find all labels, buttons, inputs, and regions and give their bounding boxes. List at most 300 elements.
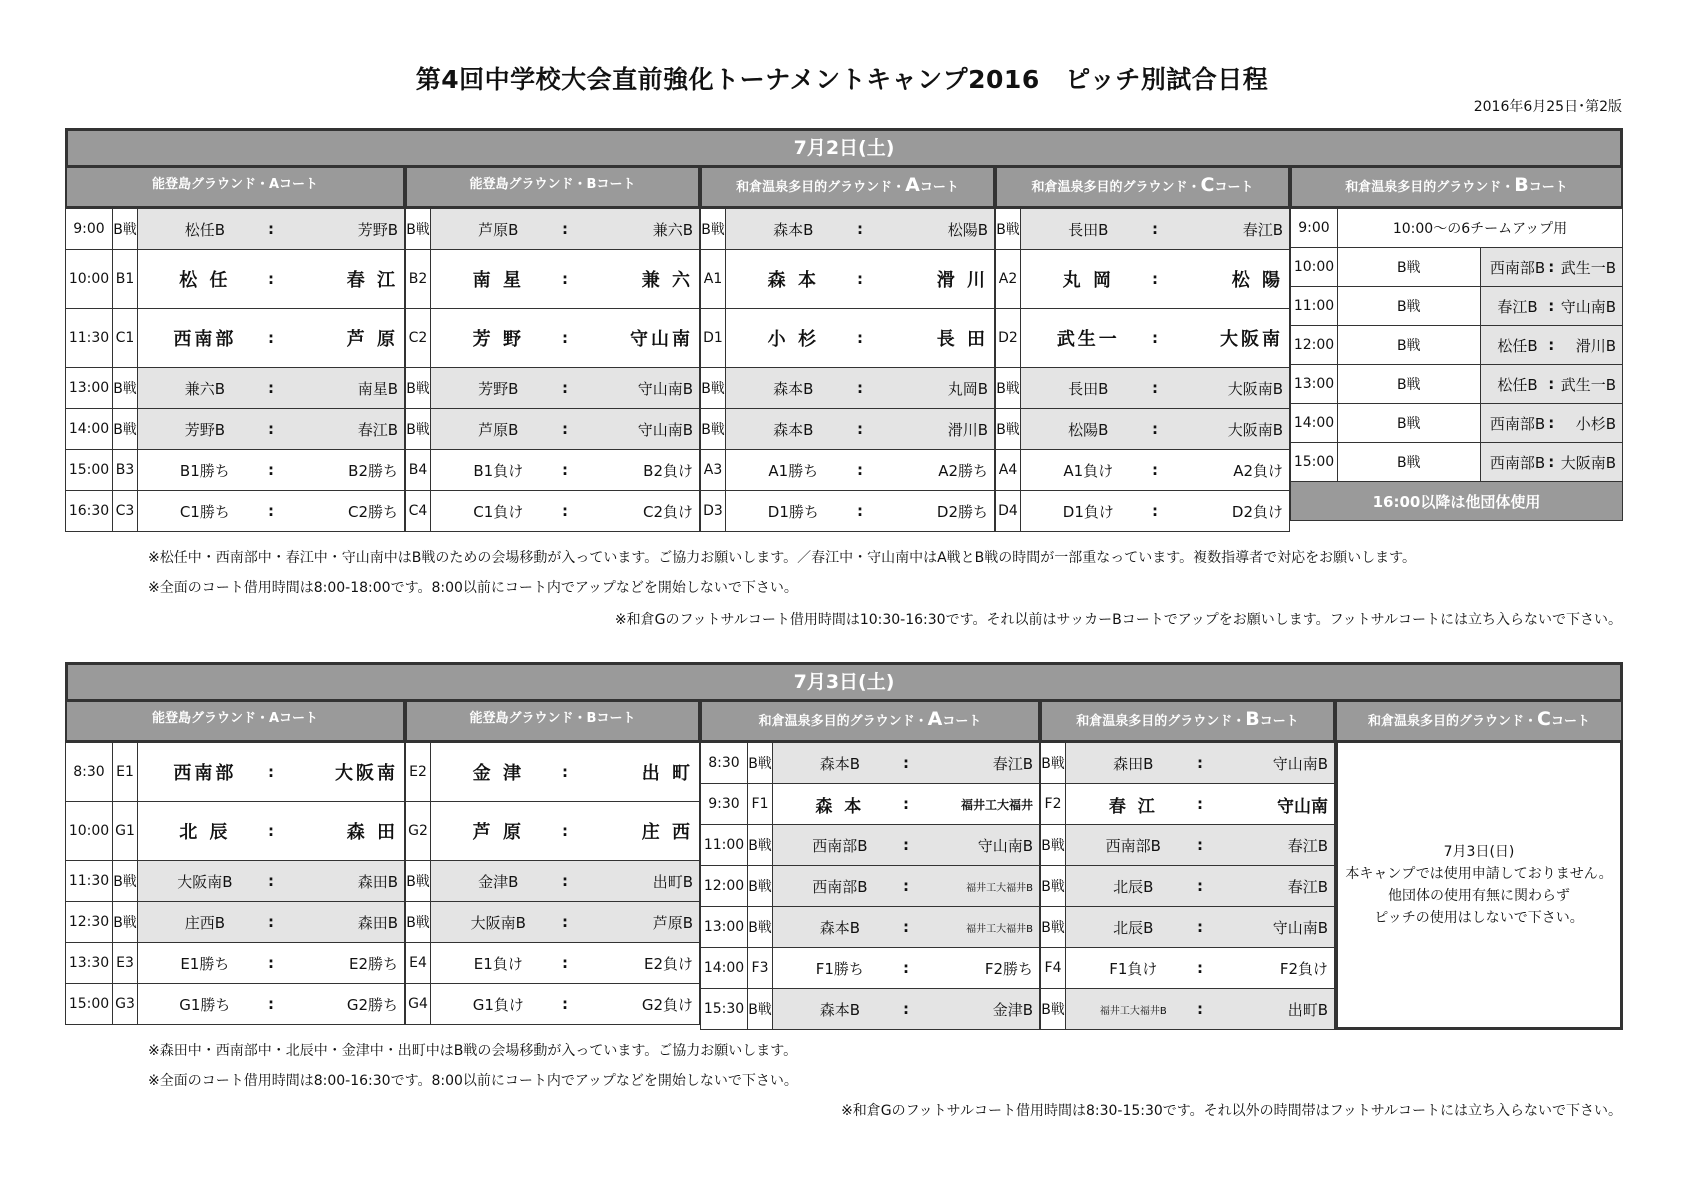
table-row [406,743,700,802]
match-cell [1480,248,1623,287]
vs-separator: : [903,836,909,854]
vs-separator: : [1152,461,1158,479]
vs-separator: : [903,877,909,895]
day1-note-1: ※松任中・西南部中・春江中・守山南中はB戦のための会場移動が入っています。ご協力お願いします。／春江中・守山南中はA戦とB戦の時間が一部重なっています。複数指導者で対応をお願いします。 [148,550,1417,566]
match-code: B戦 [701,368,726,409]
match-cell [1480,404,1623,443]
vs-separator: : [562,220,568,238]
match-code: G4 [406,984,431,1025]
day2-venue-headers [65,702,1623,742]
vs-separator: : [1548,414,1555,432]
day2-note-1: ※森田中・西南部中・北辰中・金津中・出町中はB戦の会場移動が入っています。ご協力お願いします。 [148,1043,798,1059]
version-label: 2016年6月25日･第2版 [1473,99,1622,115]
match-code: B戦 [406,368,431,409]
match-cell [138,309,405,368]
vs-separator: : [903,918,909,936]
match-cell [1021,409,1290,450]
away-team: 庄 西 [641,822,693,843]
time-cell: 10:00 [1291,248,1338,287]
time-cell: 14:00 [66,409,113,450]
match-cell [138,902,405,943]
match-cell [138,943,405,984]
vs-separator: : [268,461,274,479]
home-team: 森本B [773,220,814,239]
match-cell [773,825,1040,866]
home-team: B1負け [473,461,524,480]
home-team: 丸 岡 [1062,270,1114,291]
vs-separator: : [562,379,568,397]
match-code: C2 [406,309,431,368]
day2-court-wb-table [1040,742,1335,1030]
match-cell [138,491,405,532]
away-team: 福井工大福井 [960,797,1033,812]
match-cell [431,209,700,250]
vs-separator: : [903,754,909,772]
home-team: 西南部B [1105,836,1161,855]
table-row [406,409,700,450]
match-code: B1 [113,250,138,309]
table-row [66,409,405,450]
match-code: B戦 [1338,443,1481,482]
table-row [701,743,1040,784]
vs-separator: : [1152,420,1158,438]
match-code: B戦 [996,368,1021,409]
time-cell: 10:00 [66,802,113,861]
match-code: D1 [701,309,726,368]
vs-separator: : [268,913,274,931]
time-cell: 15:00 [66,450,113,491]
away-team: 松 陽 [1231,270,1283,291]
vs-separator: : [1197,795,1203,813]
match-code: B戦 [1041,743,1066,784]
match-code: B戦 [1338,326,1481,365]
table-row [701,309,995,368]
time-cell: 15:00 [66,984,113,1025]
away-team: E2負け [643,954,693,973]
match-code: B戦 [113,861,138,902]
match-code: A3 [701,450,726,491]
vs-separator: : [1197,1000,1203,1018]
vs-separator: : [857,220,863,238]
home-team: F1負け [1109,959,1158,978]
time-cell: 13:00 [701,907,748,948]
table-row [701,907,1040,948]
match-code: F4 [1041,948,1066,989]
match-cell [773,948,1040,989]
day2-venue-wa: 和倉温泉多目的グラウンド・Aコート [700,702,1040,742]
time-cell: 13:00 [66,368,113,409]
match-code: C4 [406,491,431,532]
match-code: B戦 [996,209,1021,250]
vs-separator: : [562,763,568,781]
table-row [701,409,995,450]
match-cell [431,409,700,450]
day2-wc-note-2: 本キャンプでは使用申請しておりません。 [1345,866,1613,882]
table-row [701,250,995,309]
away-team: 大阪南 [335,763,398,784]
vs-separator: : [1548,336,1555,354]
match-cell [773,866,1040,907]
vs-separator: : [1548,258,1555,276]
day1-venue-wa: 和倉温泉多目的グラウンド・Aコート [700,168,995,208]
away-team: 春江B [1242,220,1283,239]
vs-separator: : [268,220,274,238]
table-row [406,450,700,491]
vs-separator: : [562,913,568,931]
home-team: 北辰B [1113,918,1154,937]
away-team: 金津B [992,1000,1033,1019]
match-code: B戦 [996,409,1021,450]
away-team: 大阪南B [1560,453,1616,472]
day2-venue-wb: 和倉温泉多目的グラウンド・Bコート [1040,702,1335,742]
home-team: G1勝ち [179,995,231,1014]
home-team: 松任B [1497,375,1538,394]
away-team: 春江B [357,420,398,439]
home-team: 森本B [819,754,860,773]
vs-separator: : [268,763,274,781]
vs-separator: : [1152,379,1158,397]
vs-separator: : [857,502,863,520]
day2-wc-note-4: ピッチの使用はしないで下さい。 [1374,910,1584,926]
away-team: 出町B [652,872,693,891]
match-cell [431,984,700,1025]
vs-separator: : [562,822,568,840]
table-row [1041,825,1335,866]
away-team: 出 町 [641,763,693,784]
vs-separator: : [268,329,274,347]
match-cell [773,743,1040,784]
away-team: A2勝ち [938,461,988,480]
vs-separator: : [268,502,274,520]
match-code: B戦 [1041,866,1066,907]
table-row [996,309,1290,368]
home-team: 大阪南B [470,913,526,932]
away-team: 春江B [1287,836,1328,855]
table-row [406,861,700,902]
vs-separator: : [903,1000,909,1018]
day2-wc-note-1: 7月3日(日) [1443,844,1515,860]
match-code: B戦 [748,866,773,907]
home-team: 北辰B [1113,877,1154,896]
match-cell [138,861,405,902]
vs-separator: : [1152,270,1158,288]
away-team: 福井工大福井B [966,882,1033,894]
match-code: B戦 [406,209,431,250]
day2-court-a-table [65,742,405,1025]
home-team: F1勝ち [815,959,864,978]
vs-separator: : [1197,959,1203,977]
vs-separator: : [562,329,568,347]
home-team: 武生一 [1056,329,1120,350]
home-team: D1勝ち [767,502,819,521]
away-team: 守山南B [977,836,1033,855]
match-cell [431,802,700,861]
home-team: 小 杉 [767,329,819,350]
match-cell [1021,491,1290,532]
home-team: 芳 野 [472,329,524,350]
vs-separator: : [1197,754,1203,772]
home-team: 西南部B [812,836,868,855]
home-team: 春 江 [1108,796,1158,817]
match-code: G2 [406,802,431,861]
away-team: 芦 原 [346,329,398,350]
match-cell [431,368,700,409]
table-row [66,743,405,802]
home-team: 福井工大福井B [1099,1005,1167,1017]
home-team: B1勝ち [179,461,230,480]
table-row [66,902,405,943]
match-cell [1066,743,1335,784]
match-cell [1480,365,1623,404]
table-row [406,943,700,984]
time-cell: 8:30 [66,743,113,802]
match-code: B戦 [701,209,726,250]
match-code: B戦 [113,409,138,450]
away-team: 芦原B [652,913,693,932]
away-team: 春 江 [346,270,398,291]
table-row [406,802,700,861]
time-cell: 11:30 [66,861,113,902]
match-code: B2 [406,250,431,309]
match-code: B戦 [748,989,773,1030]
time-cell: 9:30 [701,784,748,825]
match-code: F3 [748,948,773,989]
away-team: 春江B [1287,877,1328,896]
match-cell [1066,907,1335,948]
match-cell [138,802,405,861]
away-team: A2負け [1233,461,1283,480]
home-team: 芦原B [478,420,519,439]
table-row [66,802,405,861]
other-group-notice: 16:00以降は他団体使用 [1291,482,1623,521]
away-team: 滑 川 [936,270,988,291]
match-cell [138,209,405,250]
match-code: B4 [406,450,431,491]
table-row [406,250,700,309]
day1-note-3: ※和倉Gのフットサルコート借用時間は10:30-16:30です。それ以前はサッカーBコートでアップをお願いします。フットサルコートには立ち入らないで下さい。 [614,612,1622,628]
away-team: 滑川B [947,420,988,439]
table-row [701,866,1040,907]
vs-separator: : [562,502,568,520]
vs-separator: : [857,420,863,438]
away-team: 丸岡B [947,379,988,398]
match-cell [431,309,700,368]
home-team: 森 本 [767,270,819,291]
away-team: 大阪南B [1227,379,1283,398]
match-code: B戦 [748,743,773,784]
match-code: B戦 [1041,825,1066,866]
vs-separator: : [1548,297,1555,315]
table-row [66,861,405,902]
match-code: B3 [113,450,138,491]
table-row [996,250,1290,309]
table-row [66,450,405,491]
vs-separator: : [1548,453,1555,471]
match-cell [1021,450,1290,491]
vs-separator: : [1152,220,1158,238]
away-team: 小杉B [1575,414,1616,433]
match-code: B戦 [1041,907,1066,948]
day2-court-wc-notice [1335,742,1623,1030]
home-team: 松 任 [179,270,231,291]
table-row [406,491,700,532]
day2-note-2: ※全面のコート借用時間は8:00-16:30です。8:00以前にコート内でアップなどを開始しないで下さい。 [148,1073,798,1089]
vs-separator: : [1197,918,1203,936]
day1-schedule [65,128,1623,532]
match-cell [726,309,995,368]
match-cell [431,943,700,984]
vs-separator: : [857,461,863,479]
away-team: 松陽B [947,220,988,239]
away-team: 守山南 [1277,796,1328,817]
table-row [1291,404,1623,443]
away-team: 滑川B [1575,336,1616,355]
away-team: B2負け [643,461,693,480]
match-code: B戦 [406,409,431,450]
match-cell [1480,443,1623,482]
match-code: E4 [406,943,431,984]
vs-separator: : [1197,877,1203,895]
home-team: 森本B [819,1000,860,1019]
table-row [1041,948,1335,989]
match-cell [1480,326,1623,365]
match-code: A1 [701,250,726,309]
home-team: 兼六B [184,379,225,398]
vs-separator: : [562,872,568,890]
match-code: D4 [996,491,1021,532]
away-team: 守山南B [637,379,693,398]
time-cell: 15:00 [1291,443,1338,482]
away-team: E2勝ち [348,954,398,973]
table-row [1291,326,1623,365]
home-team: 大阪南B [177,872,233,891]
time-cell: 11:00 [701,825,748,866]
home-team: C1負け [473,502,524,521]
day2-note-3: ※和倉Gのフットサルコート借用時間は8:30-15:30です。それ以外の時間帯はフットサルコートには立ち入らないで下さい。 [841,1103,1622,1119]
match-code: B戦 [748,825,773,866]
match-code: B戦 [1338,248,1481,287]
home-team: 芦原B [478,220,519,239]
vs-separator: : [268,270,274,288]
vs-separator: : [857,329,863,347]
day2-venue-b: 能登島グラウンド・Bコート [405,702,700,742]
time-cell: 11:00 [1291,287,1338,326]
time-cell: 8:30 [701,743,748,784]
match-cell [138,368,405,409]
match-cell [431,743,700,802]
match-code: B戦 [1338,365,1481,404]
table-row [66,309,405,368]
match-cell [726,409,995,450]
table-row [66,984,405,1025]
day1-court-wb-table [1290,208,1623,521]
away-team: 守山南B [637,420,693,439]
match-cell [431,861,700,902]
match-code: A2 [996,250,1021,309]
vs-separator: : [903,795,909,813]
vs-separator: : [268,420,274,438]
table-row [701,989,1040,1030]
match-code: B戦 [1338,287,1481,326]
vs-separator: : [268,822,274,840]
vs-separator: : [268,872,274,890]
time-cell: 11:30 [66,309,113,368]
match-cell [773,784,1040,825]
vs-separator: : [1152,502,1158,520]
match-code: F1 [748,784,773,825]
table-row [406,984,700,1025]
day1-venue-wc: 和倉温泉多目的グラウンド・Cコート [995,168,1290,208]
home-team: 庄西B [184,913,225,932]
away-team: 芳野B [357,220,398,239]
time-cell: 14:00 [701,948,748,989]
vs-separator: : [1548,375,1555,393]
table-row [701,368,995,409]
away-team: 兼 六 [641,270,693,291]
away-team: 森 田 [346,822,398,843]
match-cell [1066,866,1335,907]
match-cell [138,250,405,309]
home-team: 西南部B [812,877,868,896]
match-cell [1021,309,1290,368]
match-code: B戦 [701,409,726,450]
away-team: 春江B [992,754,1033,773]
day1-venue-wb: 和倉温泉多目的グラウンド・Bコート [1290,168,1623,208]
away-team: C2負け [642,502,693,521]
home-team: A1負け [1063,461,1114,480]
match-cell [1066,989,1335,1030]
time-cell: 16:30 [66,491,113,532]
match-code: E2 [406,743,431,802]
table-row [1291,443,1623,482]
table-row [1291,482,1623,521]
match-cell [138,984,405,1025]
match-cell [138,743,405,802]
away-team: 守山南B [1560,297,1616,316]
vs-separator: : [562,270,568,288]
home-team: 森 本 [815,796,865,817]
table-row [701,825,1040,866]
home-team: 松任B [1497,336,1538,355]
vs-separator: : [268,379,274,397]
table-row [996,491,1290,532]
match-cell [1021,368,1290,409]
day2-wc-note-3: 他団体の使用有無に関わらず [1388,888,1570,904]
away-team: C2勝ち [347,502,398,521]
day1-court-a-table [65,208,405,532]
home-team: 西南部B [1489,258,1546,277]
table-row [996,368,1290,409]
table-row [66,368,405,409]
match-cell [431,902,700,943]
home-team: A1勝ち [768,461,819,480]
day2-court-b-table [405,742,700,1025]
day2-venue-a: 能登島グラウンド・Aコート [65,702,405,742]
home-team: 森本B [773,379,814,398]
match-code: B戦 [406,902,431,943]
home-team: 森本B [819,918,860,937]
home-team: E1勝ち [180,954,230,973]
match-cell [726,250,995,309]
time-cell: 13:00 [1291,365,1338,404]
match-code: G1 [113,802,138,861]
table-row [66,491,405,532]
table-row [66,250,405,309]
match-code: B戦 [113,902,138,943]
match-code: B戦 [1041,989,1066,1030]
match-cell [138,409,405,450]
day2-court-wa-table [700,742,1040,1030]
